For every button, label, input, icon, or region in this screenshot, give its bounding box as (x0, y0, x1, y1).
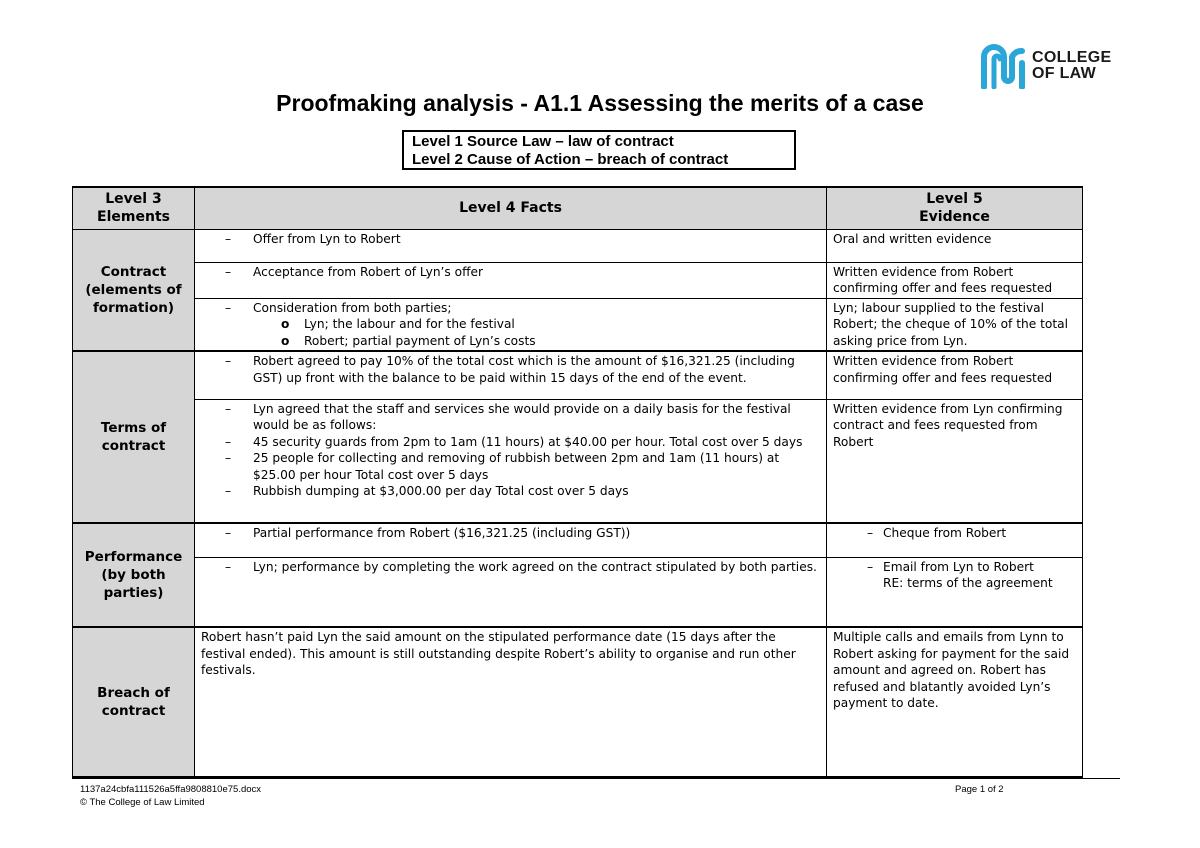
logo-text-line2: OF LAW (1032, 65, 1097, 82)
fact-item: – 45 security guards from 2pm to 1am (11 hours) at $40.00 per hour. Total cost over 5 days (201, 434, 820, 451)
fact-cell: Robert hasn’t paid Lyn the said amount on the stipulated performance date (15 days after the festival ended). This amount is still outstanding despite Robert’s ability to organise and run other festivals. (195, 627, 827, 777)
fact-item: – Partial performance from Robert ($16,321.25 (including GST)) (201, 525, 820, 542)
fact-cell (195, 262, 827, 298)
fact-cell (195, 351, 827, 399)
logo-text (1032, 50, 1111, 82)
fact-item: – Lyn agreed that the staff and services she would provide on a daily basis for the festival would be as follows: (201, 401, 820, 434)
table-row (73, 298, 1083, 351)
footer-filename: 1137a24cbfa111526a5ffa9808810e75.docx (80, 784, 262, 795)
fact-item: – 25 people for collecting and removing of rubbish between 2pm and 1am (11 hours) at $25.00 per hour Total cost over 5 days (201, 450, 820, 483)
header-row (73, 187, 1083, 229)
footer-page-number: Page 1 of 2 (955, 784, 1004, 795)
evidence-cell: Written evidence from Robert confirming offer and fees requested (827, 351, 1083, 399)
element-breach: Breach of contract (73, 627, 195, 777)
header-level3: Level 3 Elements (73, 187, 195, 229)
sub-fact-item: o Lyn; the labour and for the festival (201, 316, 820, 333)
footer-left (80, 783, 261, 809)
college-of-law-logo-icon (980, 43, 1026, 89)
element-terms: Terms of contract (73, 351, 195, 523)
analysis-table (72, 186, 1083, 778)
fact-item: – Rubbish dumping at $3,000.00 per day Total cost over 5 days (201, 483, 820, 500)
header-level4: Level 4 Facts (195, 187, 827, 229)
fact-cell (195, 298, 827, 351)
fact-cell (195, 523, 827, 557)
page-title: Proofmaking analysis - A1.1 Assessing the merits of a case (276, 90, 924, 116)
evidence-cell: Multiple calls and emails from Lynn to Robert asking for payment for the said amount and agreed on. Robert has refused and blatantly avoided Lyn’s payment to date. (827, 627, 1083, 777)
evidence-item-line2: RE: terms of the agreement (883, 576, 1053, 590)
header-level5: Level 5 Evidence (827, 187, 1083, 229)
college-of-law-logo (980, 42, 1125, 90)
sub-fact-item: o Robert; partial payment of Lyn’s costs (201, 333, 820, 350)
table-row (73, 627, 1083, 777)
levels-box (402, 130, 796, 170)
evidence-cell: Oral and written evidence (827, 229, 1083, 262)
evidence-cell: Written evidence from Lyn confirming contract and fees requested from Robert (827, 399, 1083, 523)
fact-item: – Offer from Lyn to Robert (201, 231, 820, 248)
level1-line: Level 1 Source Law – law of contract (412, 133, 674, 150)
fact-item: – Robert agreed to pay 10% of the total cost which is the amount of $16,321.25 (including GST) up front with the balance to be paid within 15 days of the end of the event. (201, 353, 820, 386)
evidence-cell (827, 523, 1083, 557)
element-performance: Performance (by both parties) (73, 523, 195, 627)
table-row (73, 557, 1083, 627)
fact-cell (195, 399, 827, 523)
table-row (73, 351, 1083, 399)
element-contract: Contract (elements of formation) (73, 229, 195, 351)
footer-copyright: © The College of Law Limited (80, 797, 205, 808)
evidence-item: – Cheque from Robert (867, 525, 1076, 542)
fact-cell (195, 557, 827, 627)
evidence-cell (827, 557, 1083, 627)
fact-item: – Acceptance from Robert of Lyn’s offer (201, 264, 820, 281)
evidence-cell: Written evidence from Robert confirming offer and fees requested (827, 262, 1083, 298)
level2-line: Level 2 Cause of Action – breach of contract (412, 151, 729, 168)
table-row (73, 523, 1083, 557)
evidence-cell: Lyn; labour supplied to the festival Robert; the cheque of 10% of the total asking price from Lyn. (827, 298, 1083, 351)
footer-divider (72, 778, 1120, 779)
table-row (73, 262, 1083, 298)
fact-cell (195, 229, 827, 262)
fact-item: – Consideration from both parties; (201, 300, 820, 317)
evidence-item: – Email from Lyn to Robert (867, 559, 1076, 576)
logo-text-line1: COLLEGE (1032, 49, 1112, 66)
table-row (73, 229, 1083, 262)
fact-item: – Lyn; performance by completing the work agreed on the contract stipulated by both parties. (201, 559, 820, 576)
table-row (73, 399, 1083, 523)
